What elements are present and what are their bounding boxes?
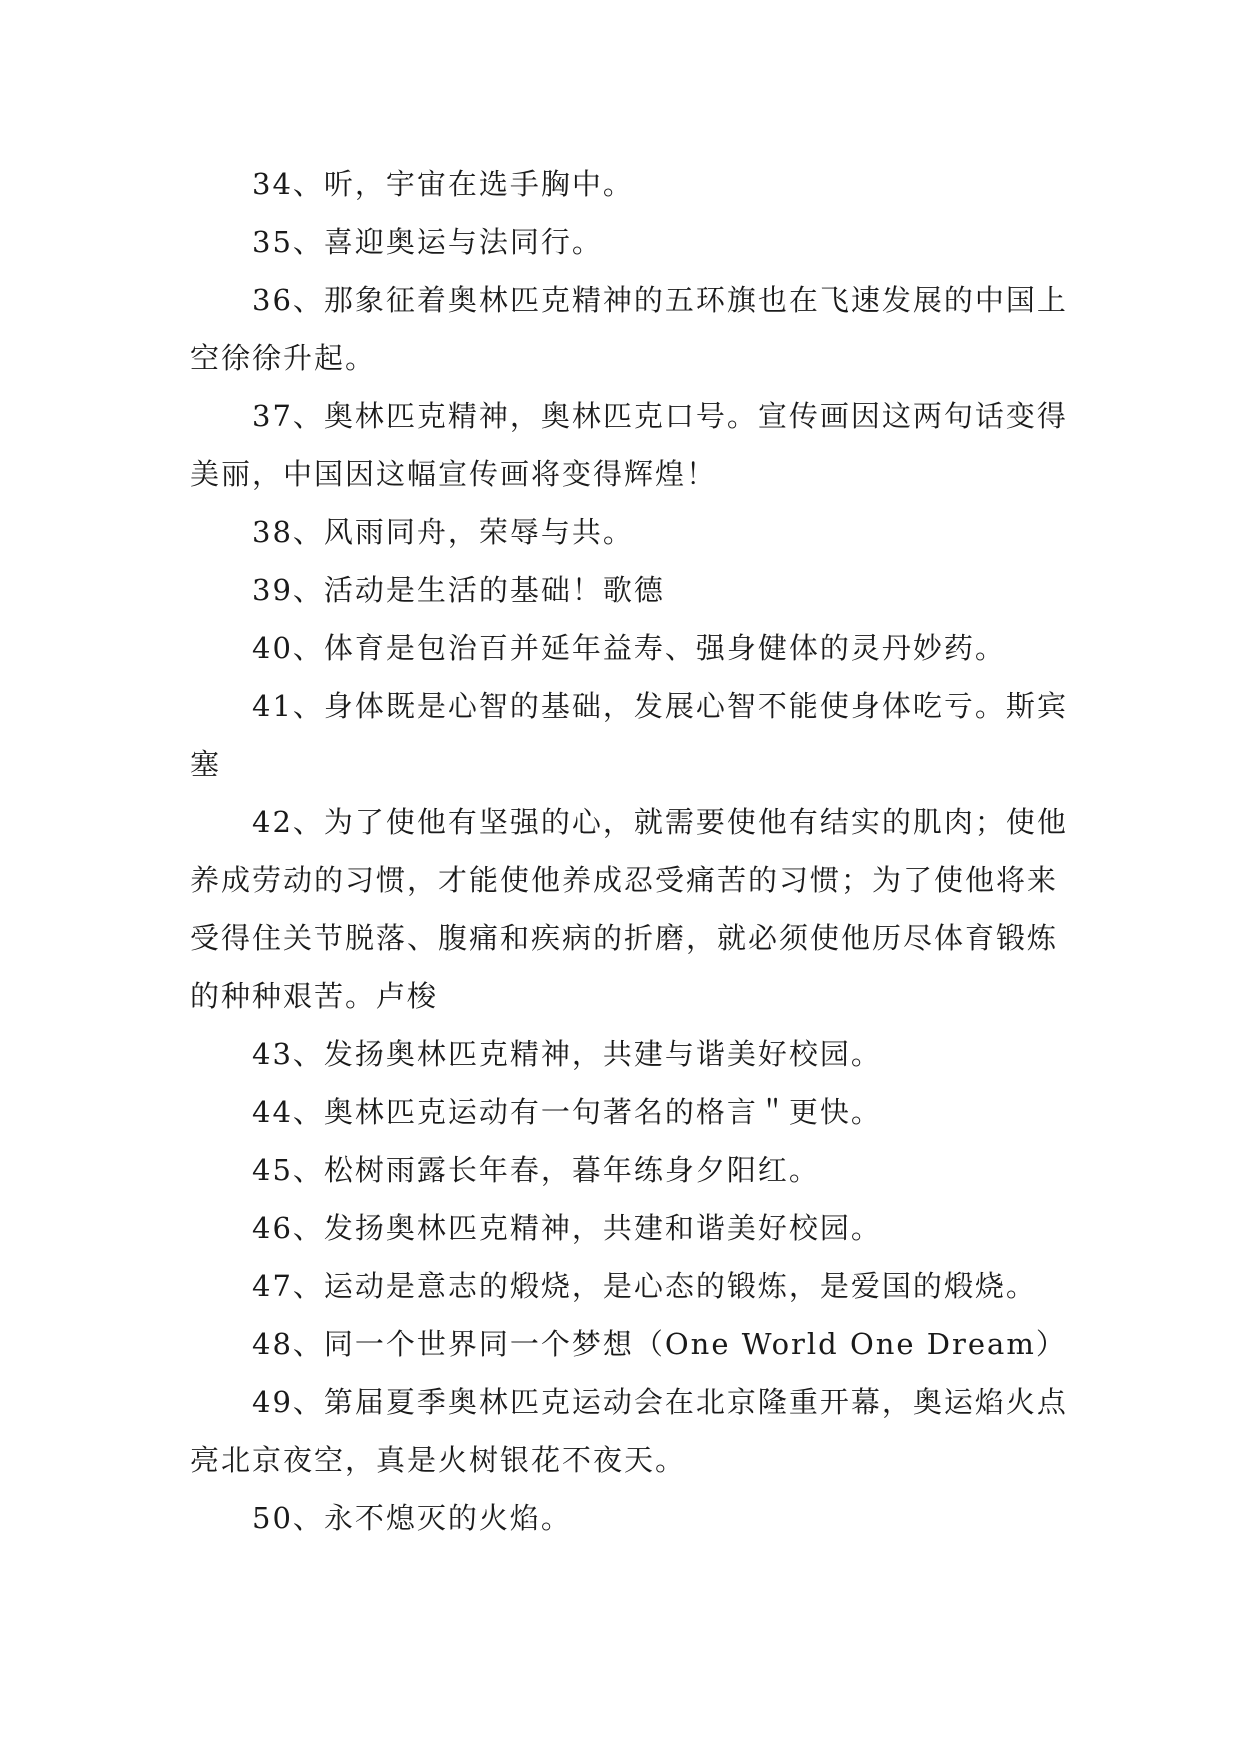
paragraph-34: 34、听，宇宙在选手胸中。: [252, 167, 634, 201]
paragraph-48: 48、同一个世界同一个梦想（One World One Dream）: [252, 1327, 1067, 1361]
paragraph-41: 41、身体既是心智的基础，发展心智不能使身体吃亏。斯宾塞: [190, 689, 1068, 781]
paragraph-35: 35、喜迎奥运与法同行。: [252, 225, 603, 259]
paragraph-50: 50、永不熄灭的火焰。: [252, 1501, 572, 1535]
paragraph-42: 42、为了使他有坚强的心，就需要使他有结实的肌肉；使他养成劳动的习惯，才能使他养成忍受痛苦的习惯；为了使他将来受得住关节脱落、腹痛和疾病的折磨，就必须使他历尽体育锻炼的种种艰苦。卢梭: [190, 805, 1068, 1013]
paragraph-40: 40、体育是包治百并延年益寿、强身健体的灵丹妙药。: [252, 631, 1006, 665]
paragraph-39: 39、活动是生活的基础！歌德: [252, 573, 665, 607]
paragraph-37: 37、奥林匹克精神，奥林匹克口号。宣传画因这两句话变得美丽，中国因这幅宣传画将变得辉煌！: [190, 399, 1068, 491]
paragraph-38: 38、风雨同舟，荣辱与共。: [252, 515, 634, 549]
paragraph-47: 47、运动是意志的煅烧，是心态的锻炼，是爱国的煅烧。: [252, 1269, 1037, 1303]
document-body: [190, 155, 1070, 1547]
paragraph-43: 43、发扬奥林匹克精神，共建与谐美好校园。: [252, 1037, 882, 1071]
paragraph-36: 36、那象征着奥林匹克精神的五环旗也在飞速发展的中国上空徐徐升起。: [190, 283, 1068, 375]
paragraph-49: 49、第届夏季奥林匹克运动会在北京隆重开幕，奥运焰火点亮北京夜空，真是火树银花不夜天。: [190, 1385, 1068, 1477]
paragraph-44: 44、奥林匹克运动有一句著名的格言＂更快。: [252, 1095, 882, 1129]
paragraph-46: 46、发扬奥林匹克精神，共建和谐美好校园。: [252, 1211, 882, 1245]
paragraph-45: 45、松树雨露长年春，暮年练身夕阳红。: [252, 1153, 820, 1187]
